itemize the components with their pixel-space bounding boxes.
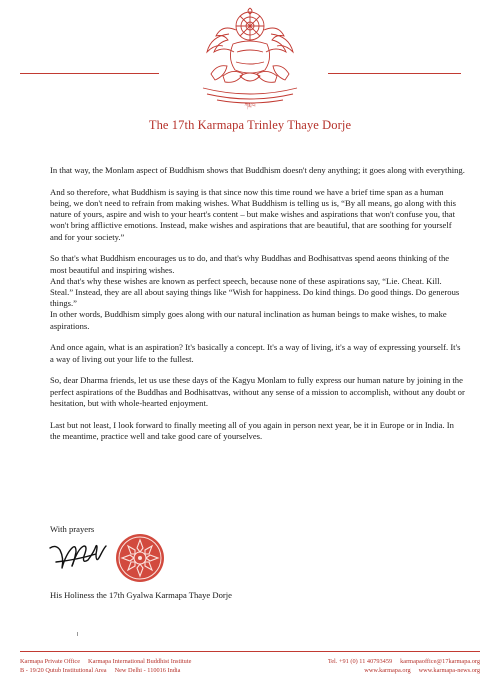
closing-salutation: With prayers — [50, 524, 95, 534]
paragraph: And once again, what is an aspiration? It's basically a concept. It's a way of living, it's a way of expressing yourself. It's a way of living out your life to the fullest. — [50, 342, 461, 364]
footer-email: karmapaoffice@17karmapa.org — [400, 658, 480, 665]
handwritten-signature-icon — [46, 538, 114, 574]
paragraph: So that's what Buddhism encourages us to do, and that's why Buddhas and Bodhisattvas spend aeons thinking of the most beautiful and inspiring wishes. — [50, 253, 450, 275]
footer-phone: Tel. +91 (0) 11 40793459 — [327, 658, 393, 665]
letterhead-rule-right — [328, 73, 461, 74]
paragraph: And so therefore, what Buddhism is saying is that since now this time round we have a brief time span as a human being, we don't need to refrain from making wishes. What Buddhism is telling us is, “By all means, go along with this nature of yours, aspire and wish to your heart's content – but make wishes and aspirations that won't confuse you, that won't bring afflictive emotions. Instead, make wishes and aspirations that are beautiful, that are soothing for yourself and for your society.” — [50, 186, 456, 242]
red-seal-icon — [114, 532, 166, 584]
letterhead-title: The 17th Karmapa Trinley Thaye Dorje — [148, 118, 352, 132]
paragraph: And that's why these wishes are known as perfect speech, because none of these aspirations say, “Lie. Cheat. Kill. Steal.” Instead, they are all about saying things like “Wish for happiness. Do kind things. Do good things. Do generous things.” — [50, 275, 460, 309]
paragraph: In other words, Buddhism simply goes along with our natural inclination as human beings to make wishes, to make aspirations. — [50, 309, 447, 331]
paragraph: So, dear Dharma friends, let us use these days of the Kagyu Monlam to fully express our human nature by joining in the perfect aspirations of the Buddhas and Bodhisattvas, without any sense of a mission to accomplish, without any doubt or hesitation, but with whole-hearted enjoyment. — [50, 375, 465, 408]
footer-contact — [328, 657, 480, 675]
letterhead-rule-left — [20, 73, 159, 74]
signatory-name: His Holiness the 17th Gyalwa Karmapa Thaye Dorje — [50, 590, 232, 600]
karmapa-emblem-icon — [177, 4, 323, 110]
footer-website: www.karmapa.org — [364, 667, 411, 675]
emblem-caption: ཀརྨ་པ — [244, 103, 256, 109]
margin-mark — [77, 632, 78, 636]
paragraph: In that way, the Monlam aspect of Buddhism shows that Buddhism doesn't deny anything; it goes along with everything. — [50, 165, 465, 175]
footer-institute: Karmapa International Buddhist Institute — [88, 658, 192, 665]
footer-news-website: www.karmapa-news.org — [418, 667, 480, 675]
footer-office: Karmapa Private Office — [20, 658, 81, 665]
paragraph: Last but not least, I look forward to finally meeting all of you again in person next year, be it in Europe or in India. In the meantime, practice well and take good care of yourselves. — [50, 419, 454, 441]
letter-body — [50, 165, 466, 453]
footer-city: New Delhi - 110016 India — [114, 667, 181, 675]
footer-rule — [20, 651, 480, 652]
footer-address — [20, 657, 191, 675]
footer-street: B - 19/20 Qutub Institutional Area — [20, 667, 107, 675]
